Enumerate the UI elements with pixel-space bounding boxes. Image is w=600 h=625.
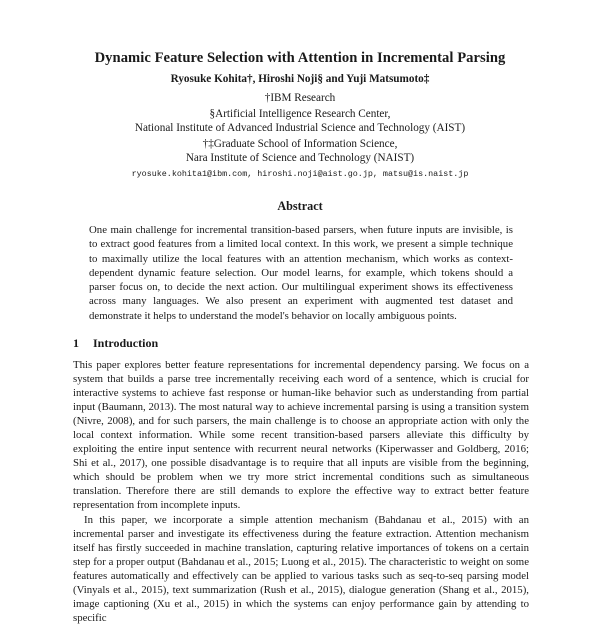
affiliation-naist: Nara Institute of Science and Technology (NAIST) bbox=[185, 152, 415, 164]
section-title: Introduction bbox=[93, 336, 159, 350]
author-emails: ryosuke.kohita1@ibm.com, hiroshi.noji@aist.go.jp, matsu@is.naist.jp bbox=[131, 169, 469, 179]
paper-title: Dynamic Feature Selection with Attention in Incremental Parsing bbox=[94, 50, 506, 66]
affiliation-aist: National Institute of Advanced Industrial Science and Technology (AIST) bbox=[134, 122, 466, 134]
section-heading bbox=[73, 336, 158, 351]
section-number: 1 bbox=[73, 336, 79, 350]
affiliation-gsis: †‡Graduate School of Information Science, bbox=[202, 138, 398, 150]
affiliation-ibm: †IBM Research bbox=[264, 92, 336, 104]
affiliation-airc: §Artificial Intelligence Research Center, bbox=[209, 108, 391, 120]
abstract-text: One main challenge for incremental transition-based parsers, when future inputs are invisible, is to extract good features from a limited local context. In this work, we present a simple technique to maximally utilize the local features with an attention mechanism, which works as context-dependent dynamic feature selection. Our model learns, for example, which tokens should a parser focus on, to decide the next action. Our multilingual experiment shows its effectiveness across many languages. We also present an experiment with augmented test dataset and demonstrate it helps to understand the model's behavior on locally ambiguous points. bbox=[89, 224, 513, 322]
author-list: Ryosuke Kohita†, Hiroshi Noji§ and Yuji Matsumoto‡ bbox=[170, 73, 430, 85]
intro-paragraph-1: This paper explores better feature representations for incremental dependency parsing. We focus on a system that builds a parse tree incrementally receiving each word of a sentence, which is crucial for interactive systems to achieve fast response or human-like behavior such as understanding from partial input (Baumann, 2013). The most natural way to achieve incremental parsing is using a transition system (Nivre, 2008), and for such parsers, the main challenge is to choose an appropriate action with only the local context information. While some recent transition-based parsers alleviate this difficulty by exploiting the entire input sentence with recurrent neural networks (Kiperwasser and Goldberg, 2016; Shi et al., 2017), one possible disadvantage is to require that all inputs are visible from the beginning, which should be problem when we try more strict incremental conditions such as simultaneous translation. Therefore there are still demands to explore the effective way to extract better feature representation from incomplete inputs. bbox=[73, 359, 529, 512]
abstract-heading: Abstract bbox=[277, 199, 323, 213]
intro-paragraph-2: In this paper, we incorporate a simple attention mechanism (Bahdanau et al., 2015) with an incremental parser and investigate its effectiveness during the feature extraction. Attention mechanism itself has firstly succeeded in machine translation, capturing relative importances of tokens on a certain step for a proper output (Bahdanau et al., 2015; Luong et al., 2015). The characteristic to weight on some features automatically and effectively can be applied to various tasks such as seq-to-seq parsing model (Vinyals et al., 2015), text summarization (Rush et al., 2015), dialogue generation (Shang et al., 2015), image captioning (Xu et al., 2015) in which the systems can enjoy performance gain by attending to specific bbox=[73, 514, 529, 625]
